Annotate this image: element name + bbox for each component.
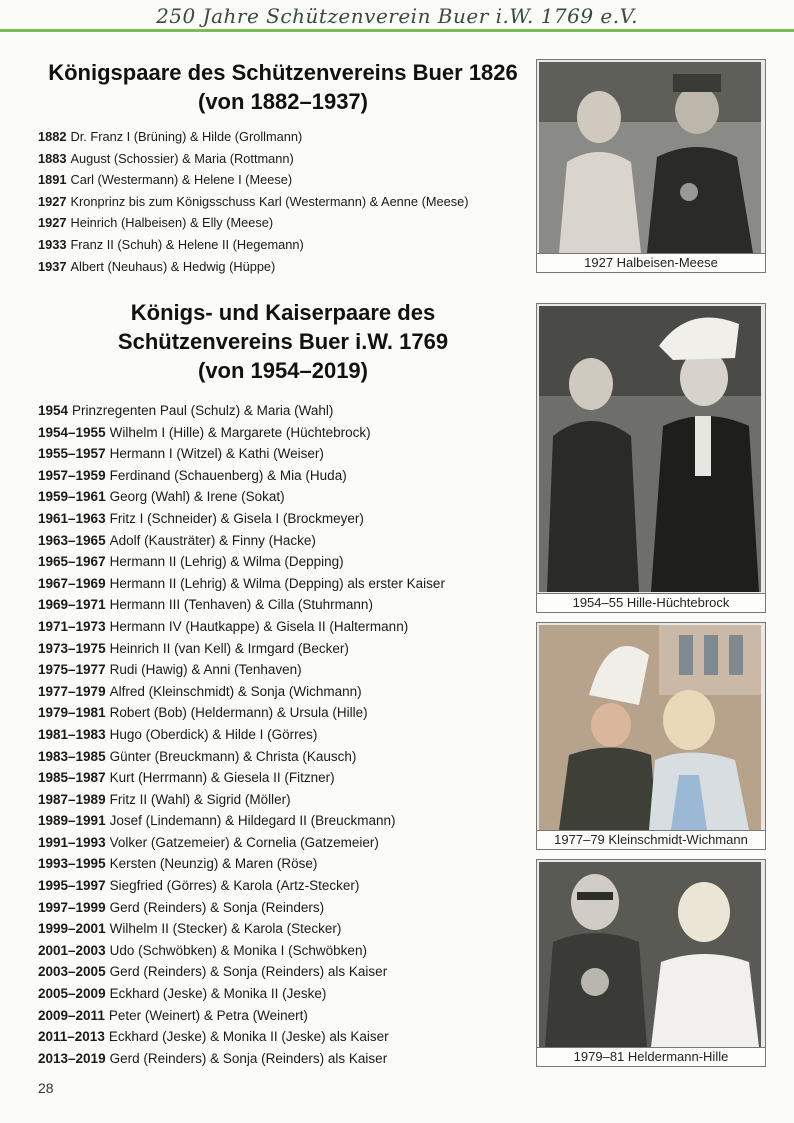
entry-text: Eckhard (Jeske) & Monika II (Jeske) [109, 986, 327, 1002]
entry-text: Hermann I (Witzel) & Kathi (Weiser) [109, 446, 324, 462]
photo-1977-kleinschmidt-wichmann [536, 622, 766, 850]
list-item [38, 148, 469, 170]
entry-years: 1963–1965 [38, 532, 106, 548]
entry-years: 2011–2013 [38, 1029, 105, 1045]
section2-title-line3: (von 1954–2019) [198, 358, 368, 383]
entry-text: Franz II (Schuh) & Helene II (Hegemann) [70, 236, 304, 252]
entry-years: 1882 [38, 129, 67, 144]
entry-years: 1933 [38, 236, 67, 252]
entry-years: 1969–1971 [38, 597, 106, 613]
list-item [38, 443, 445, 465]
photo-1927-halbeisen-meese [536, 59, 766, 273]
list-item [38, 897, 445, 919]
list-item [38, 659, 445, 681]
entry-text: Eckhard (Jeske) & Monika II (Jeske) als Kaiser [108, 1029, 389, 1045]
entry-text: Gerd (Reinders) & Sonja (Reinders) als Kaiser [109, 964, 388, 980]
list-item [38, 702, 445, 724]
photo-1979-heldermann-hille [536, 859, 766, 1067]
entry-years: 1961–1963 [38, 510, 106, 526]
section2-list [38, 400, 445, 1069]
list-item [38, 212, 469, 234]
header-title: 250 Jahre Schützenverein Buer i.W. 1769 e.V. [156, 4, 638, 28]
list-item [38, 256, 469, 278]
couple-photo-icon [539, 625, 761, 830]
entry-years: 1927 [38, 193, 67, 209]
entry-text: Adolf (Kausträter) & Finny (Hacke) [109, 532, 316, 548]
entry-years: 1967–1969 [38, 575, 106, 591]
list-item [38, 810, 445, 832]
entry-text: Wilhelm I (Hille) & Margarete (Hüchtebrock) [109, 424, 371, 440]
entry-years: 1991–1993 [38, 834, 106, 850]
entry-text: Alfred (Kleinschmidt) & Sonja (Wichmann) [109, 683, 362, 699]
list-item [38, 681, 445, 703]
entry-text: Hugo (Oberdick) & Hilde I (Görres) [109, 726, 318, 742]
couple-photo-icon [539, 862, 761, 1047]
entry-years: 1959–1961 [38, 489, 106, 505]
list-item [38, 234, 469, 256]
entry-text: Udo (Schwöbken) & Monika I (Schwöbken) [109, 942, 367, 958]
entry-text: Hermann II (Lehrig) & Wilma (Depping) als erster Kaiser [109, 575, 445, 591]
entry-text: Volker (Gatzemeier) & Cornelia (Gatzemeier) [109, 834, 379, 850]
section2-title-line2: Schützenvereins Buer i.W. 1769 [117, 329, 449, 354]
entry-years: 1983–1985 [38, 748, 106, 764]
entry-years: 1985–1987 [38, 770, 106, 786]
entry-text: Hermann II (Lehrig) & Wilma (Depping) [109, 554, 344, 570]
entry-years: 1954 [38, 403, 69, 418]
list-item [38, 126, 469, 148]
photo-caption: 1954–55 Hille-Hüchtebrock [537, 593, 765, 612]
photo-image [539, 625, 763, 830]
entry-years: 1989–1991 [38, 813, 106, 829]
entry-text: August (Schossier) & Maria (Rottmann) [70, 150, 294, 166]
page-header [0, 0, 794, 34]
entry-text: Fritz I (Schneider) & Gisela I (Brockmeyer) [109, 510, 364, 526]
list-item [38, 767, 445, 789]
entry-years: 1971–1973 [38, 618, 106, 634]
entry-years: 1957–1959 [38, 467, 106, 483]
list-item [38, 638, 445, 660]
entry-text: Hermann III (Tenhaven) & Cilla (Stuhrmann) [109, 597, 373, 613]
entry-text: Fritz II (Wahl) & Sigrid (Möller) [109, 791, 291, 807]
entry-text: Hermann IV (Hautkappe) & Gisela II (Haltermann) [109, 618, 409, 634]
entry-text: Georg (Wahl) & Irene (Sokat) [109, 489, 285, 505]
list-item [38, 191, 469, 213]
entry-years: 2005–2009 [38, 986, 106, 1002]
entry-text: Robert (Bob) (Heldermann) & Ursula (Hille) [109, 705, 368, 721]
list-item [38, 400, 445, 422]
list-item [38, 961, 445, 983]
entry-text: Günter (Breuckmann) & Christa (Kausch) [109, 748, 357, 764]
photo-1954-hille-huechtebrock [536, 303, 766, 613]
entry-years: 1979–1981 [38, 705, 106, 721]
list-item [38, 940, 445, 962]
list-item [38, 853, 445, 875]
entry-years: 1999–2001 [38, 921, 106, 937]
list-item [38, 746, 445, 768]
entry-years: 2003–2005 [38, 964, 106, 980]
section1-list [38, 126, 469, 277]
list-item [38, 1005, 445, 1027]
section1-heading [38, 58, 528, 116]
entry-text: Wilhelm II (Stecker) & Karola (Stecker) [109, 921, 342, 937]
section1-title-line2: (von 1882–1937) [198, 89, 368, 114]
entry-years: 1993–1995 [38, 856, 106, 872]
list-item [38, 486, 445, 508]
entry-years: 1981–1983 [38, 726, 106, 742]
list-item [38, 918, 445, 940]
entry-text: Heinrich (Halbeisen) & Elly (Meese) [70, 215, 274, 231]
section2-title-line1: Königs- und Kaiserpaare des [130, 300, 436, 325]
entry-years: 1995–1997 [38, 878, 106, 894]
couple-photo-icon [539, 62, 761, 253]
list-item [38, 594, 445, 616]
photo-image [539, 306, 763, 592]
entry-years: 2001–2003 [38, 942, 106, 958]
entry-text: Gerd (Reinders) & Sonja (Reinders) [109, 899, 325, 915]
list-item [38, 875, 445, 897]
list-item [38, 422, 445, 444]
list-item [38, 983, 445, 1005]
entry-text: Peter (Weinert) & Petra (Weinert) [108, 1007, 308, 1023]
entry-years: 1883 [38, 150, 67, 166]
entry-years: 1954–1955 [38, 424, 106, 440]
entry-years: 1975–1977 [38, 662, 106, 678]
photo-caption: 1979–81 Heldermann-Hille [537, 1047, 765, 1066]
list-item [38, 616, 445, 638]
entry-years: 2009–2011 [38, 1007, 105, 1023]
entry-text: Josef (Lindemann) & Hildegard II (Breuckmann) [109, 813, 396, 829]
section2-heading [38, 298, 528, 385]
entry-years: 1937 [38, 258, 67, 274]
list-item [38, 573, 445, 595]
list-item [38, 551, 445, 573]
entry-years: 1965–1967 [38, 554, 106, 570]
page-number: 28 [38, 1080, 54, 1096]
list-item [38, 1048, 445, 1070]
list-item [38, 724, 445, 746]
photo-caption: 1927 Halbeisen-Meese [537, 253, 765, 272]
entry-years: 1973–1975 [38, 640, 106, 656]
list-item [38, 465, 445, 487]
entry-text: Dr. Franz I (Brüning) & Hilde (Grollmann) [70, 129, 303, 144]
entry-text: Kronprinz bis zum Königsschuss Karl (Westermann) & Aenne (Meese) [70, 193, 469, 209]
entry-text: Heinrich II (van Kell) & Irmgard (Becker) [109, 640, 349, 656]
photo-caption: 1977–79 Kleinschmidt-Wichmann [537, 830, 765, 849]
entry-text: Albert (Neuhaus) & Hedwig (Hüppe) [70, 258, 276, 274]
entry-years: 2013–2019 [38, 1050, 106, 1066]
list-item [38, 832, 445, 854]
entry-text: Siegfried (Görres) & Karola (Artz-Stecker) [109, 878, 360, 894]
list-item [38, 508, 445, 530]
entry-years: 1977–1979 [38, 683, 106, 699]
list-item [38, 169, 469, 191]
entry-text: Kurt (Herrmann) & Giesela II (Fitzner) [109, 770, 335, 786]
photo-image [539, 862, 763, 1047]
list-item [38, 789, 445, 811]
couple-photo-icon [539, 306, 761, 592]
entry-years: 1997–1999 [38, 899, 106, 915]
list-item [38, 1026, 445, 1048]
section1-title-line1: Königspaare des Schützenvereins Buer 1826 [48, 60, 518, 85]
list-item [38, 530, 445, 552]
photo-image [539, 62, 763, 253]
entry-years: 1927 [38, 215, 67, 231]
entry-years: 1955–1957 [38, 446, 106, 462]
entry-text: Gerd (Reinders) & Sonja (Reinders) als Kaiser [109, 1050, 388, 1066]
header-rule [0, 29, 794, 32]
entry-text: Rudi (Hawig) & Anni (Tenhaven) [109, 662, 302, 678]
entry-years: 1891 [38, 172, 67, 188]
entry-text: Kersten (Neunzig) & Maren (Röse) [109, 856, 318, 872]
entry-text: Ferdinand (Schauenberg) & Mia (Huda) [109, 467, 347, 483]
entry-text: Prinzregenten Paul (Schulz) & Maria (Wahl) [72, 403, 334, 418]
entry-years: 1987–1989 [38, 791, 106, 807]
entry-text: Carl (Westermann) & Helene I (Meese) [70, 172, 293, 188]
